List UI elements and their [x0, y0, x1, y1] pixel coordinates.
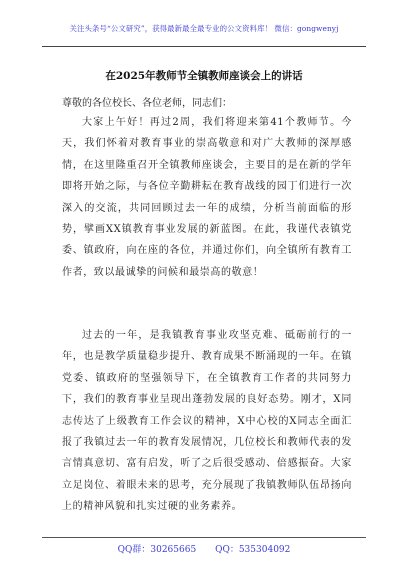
salutation: 尊敬的各位校长、各位老师，同志们：	[62, 98, 232, 109]
header-divider	[42, 46, 366, 47]
qq-group-number: QQ群：30265665	[117, 545, 197, 555]
qq-contact-number: QQ：535304092	[215, 545, 291, 555]
body-paragraph: 大家上午好！再过2周，我们将迎来第41个教师节。今天，我们怀着对教育事业的崇高敬意和对广大教师的深厚感情，在这里隆重召开全镇教师座谈会，主要目的是在新的学年即将开始之际，与各位辛勤耕耘在教育战线的园丁们进行一次深入的交流，共同回顾过去一年的成绩，分析当前面临的形势，擘画XX镇教育事业发展的新蓝图。在此，我谨代表镇党委、镇政府，向在座的各位，并通过你们，向全镇所有教育工作者，致以最诚挚的问候和最崇高的敬意！	[62, 117, 352, 278]
document-title: 在2025年教师节全镇教师座谈会上的讲话	[105, 70, 303, 82]
header-banner: 关注头条号“公文研究”，获得最新最全最专业的公文资料库！ 微信：gongwenyj	[69, 24, 339, 33]
footer-divider	[42, 537, 366, 538]
body-paragraph: 过去的一年，是我镇教育事业攻坚克难、砥砺前行的一年，也是教学质量稳步提升、教育成果不断涌现的一年。在镇党委、镇政府的坚强领导下，在全镇教育工作者的共同努力下，我们的教育事业呈现出蓬勃发展的良好态势。刚才，X同志传达了上级教育工作会议的精神，X中心校的X同志全面汇报了我镇过去一年的教育发展情况，几位校长和教师代表的发言情真意切、富有启发，听了之后很受感动、倍感振奋。大家立足岗位、着眼未来的思考，充分展现了我镇教师队伍昂扬向上的精神风貌和扎实过硬的业务素养。	[62, 330, 352, 513]
footer-contacts	[0, 542, 408, 555]
